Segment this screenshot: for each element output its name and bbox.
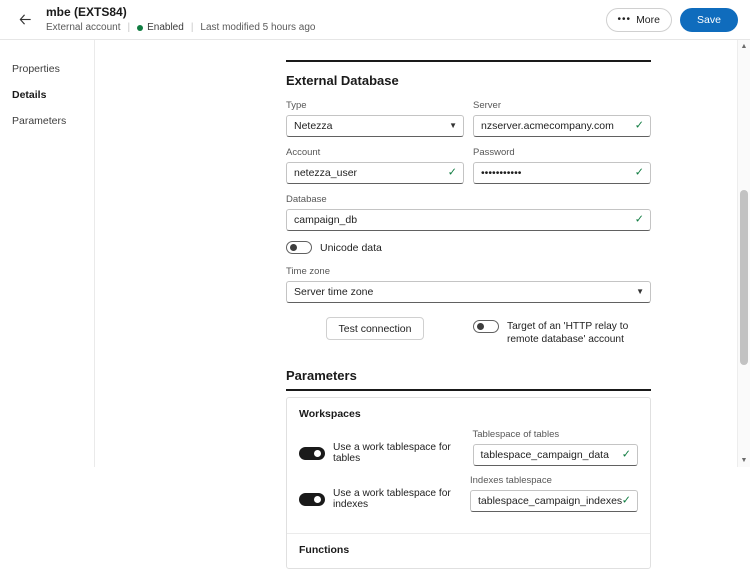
arrow-left-icon: [18, 12, 33, 27]
header-title-block: [46, 5, 606, 34]
account-value: netezza_user: [294, 167, 358, 179]
database-field: [286, 194, 651, 231]
tablespace-of-tables-field: [473, 429, 639, 466]
chevron-down-icon: ▼: [636, 287, 644, 296]
work-tablespace-tables-toggle[interactable]: [299, 447, 325, 460]
status-label: Enabled: [147, 22, 184, 33]
page-header: [0, 0, 750, 40]
indexes-tablespace-input[interactable]: [470, 490, 638, 512]
scroll-up-arrow-icon[interactable]: ▲: [740, 43, 748, 50]
header-actions: [606, 8, 738, 32]
unicode-data-toggle[interactable]: [286, 241, 312, 254]
server-field: [473, 100, 651, 137]
database-value: campaign_db: [294, 214, 358, 226]
content-area: [95, 40, 750, 556]
database-label: Database: [286, 194, 327, 205]
type-select[interactable]: [286, 115, 464, 137]
account-label: Account: [286, 147, 321, 158]
tablespace-of-tables-value: tablespace_campaign_data: [480, 449, 609, 461]
external-database-section: [286, 60, 651, 346]
sidebar-item-properties[interactable]: Properties: [12, 63, 60, 75]
page-title: mbe (EXTS84): [46, 5, 127, 19]
workspaces-section: [287, 398, 650, 534]
functions-heading: Functions: [299, 544, 350, 556]
back-button[interactable]: [12, 7, 38, 33]
tablespace-of-tables-label: Tablespace of tables: [472, 429, 560, 440]
sidebar-item-details[interactable]: Details: [12, 89, 47, 101]
vertical-scrollbar[interactable]: [737, 40, 750, 467]
http-relay-label: Target of an 'HTTP relay to remote database' account: [507, 321, 629, 345]
type-field-col: [286, 100, 464, 147]
time-zone-field: [286, 266, 651, 303]
toggle-knob: [290, 244, 297, 251]
details-form: [95, 60, 750, 556]
parameters-heading: Parameters: [286, 368, 357, 383]
unicode-data-row: [286, 241, 651, 254]
toggle-knob: [314, 450, 321, 457]
unicode-data-label: Unicode data: [320, 241, 382, 254]
work-tablespace-indexes-label: Use a work tablespace for indexes: [333, 488, 451, 510]
meta-separator-2: |: [190, 22, 194, 33]
meta-separator-1: |: [127, 22, 131, 33]
work-tablespace-tables-label: Use a work tablespace for tables: [333, 442, 451, 464]
account-field-col: [286, 147, 464, 194]
account-input[interactable]: [286, 162, 464, 184]
chevron-down-icon: ▼: [449, 121, 457, 130]
parameters-section: [286, 368, 651, 391]
type-server-row: [286, 100, 651, 147]
password-field: [473, 147, 651, 184]
work-tablespace-indexes-toggle[interactable]: [299, 493, 325, 506]
server-field-col: [473, 100, 651, 147]
check-icon: ✓: [634, 213, 644, 226]
section-divider-top: [286, 60, 651, 62]
workspace-tables-row: [299, 429, 638, 466]
server-value: nzserver.acmecompany.com: [481, 120, 614, 132]
last-modified-label: Last modified 5 hours ago: [200, 22, 316, 33]
account-password-row: [286, 147, 651, 194]
test-connection-row: [286, 317, 651, 346]
workspace-indexes-toggle-group: [299, 475, 462, 510]
sidebar-nav: [0, 40, 95, 467]
check-icon: ✓: [634, 119, 644, 132]
functions-section: [287, 534, 650, 568]
password-value: •••••••••••: [481, 167, 522, 179]
type-value: Netezza: [294, 120, 333, 132]
scrollbar-thumb[interactable]: [740, 190, 748, 365]
workspace-tables-toggle-group: [299, 429, 465, 464]
http-relay-row: [473, 317, 651, 346]
type-label: Type: [286, 100, 307, 111]
save-button[interactable]: Save: [680, 8, 738, 32]
header-meta: [46, 22, 606, 34]
tablespace-of-tables-input[interactable]: [473, 444, 639, 466]
password-input[interactable]: [473, 162, 651, 184]
password-field-col: [473, 147, 651, 194]
external-database-heading: External Database: [286, 73, 399, 88]
check-icon: ✓: [621, 494, 631, 507]
workspace-indexes-row: [299, 475, 638, 512]
section-divider-parameters: [286, 389, 651, 391]
check-icon: ✓: [447, 166, 457, 179]
scroll-down-arrow-icon[interactable]: ▼: [740, 457, 748, 464]
account-field: [286, 147, 464, 184]
workspaces-heading: Workspaces: [299, 408, 361, 420]
more-dots-icon: •••: [617, 13, 632, 25]
check-icon: ✓: [634, 166, 644, 179]
toggle-knob: [477, 323, 484, 330]
check-icon: ✓: [621, 448, 631, 461]
server-label: Server: [473, 100, 501, 111]
server-input[interactable]: [473, 115, 651, 137]
more-button[interactable]: [606, 8, 672, 32]
type-field: [286, 100, 464, 137]
account-type-label: External account: [46, 22, 121, 33]
sidebar-item-parameters[interactable]: Parameters: [12, 115, 67, 127]
toggle-knob: [314, 496, 321, 503]
password-label: Password: [473, 147, 515, 158]
more-button-label: More: [636, 13, 660, 26]
test-connection-button[interactable]: Test connection: [326, 317, 425, 340]
http-relay-toggle[interactable]: [473, 320, 499, 333]
status-dot-icon: [137, 25, 143, 31]
database-input[interactable]: [286, 209, 651, 231]
page-body: [0, 40, 750, 556]
indexes-tablespace-value: tablespace_campaign_indexes: [478, 495, 623, 507]
indexes-tablespace-field: [470, 475, 638, 512]
status-badge: [137, 22, 184, 34]
time-zone-label: Time zone: [286, 266, 330, 277]
time-zone-value: Server time zone: [294, 286, 374, 298]
time-zone-select[interactable]: [286, 281, 651, 303]
indexes-tablespace-label: Indexes tablespace: [470, 475, 552, 486]
test-connection-wrap: [286, 317, 464, 340]
parameters-card: [286, 397, 651, 569]
